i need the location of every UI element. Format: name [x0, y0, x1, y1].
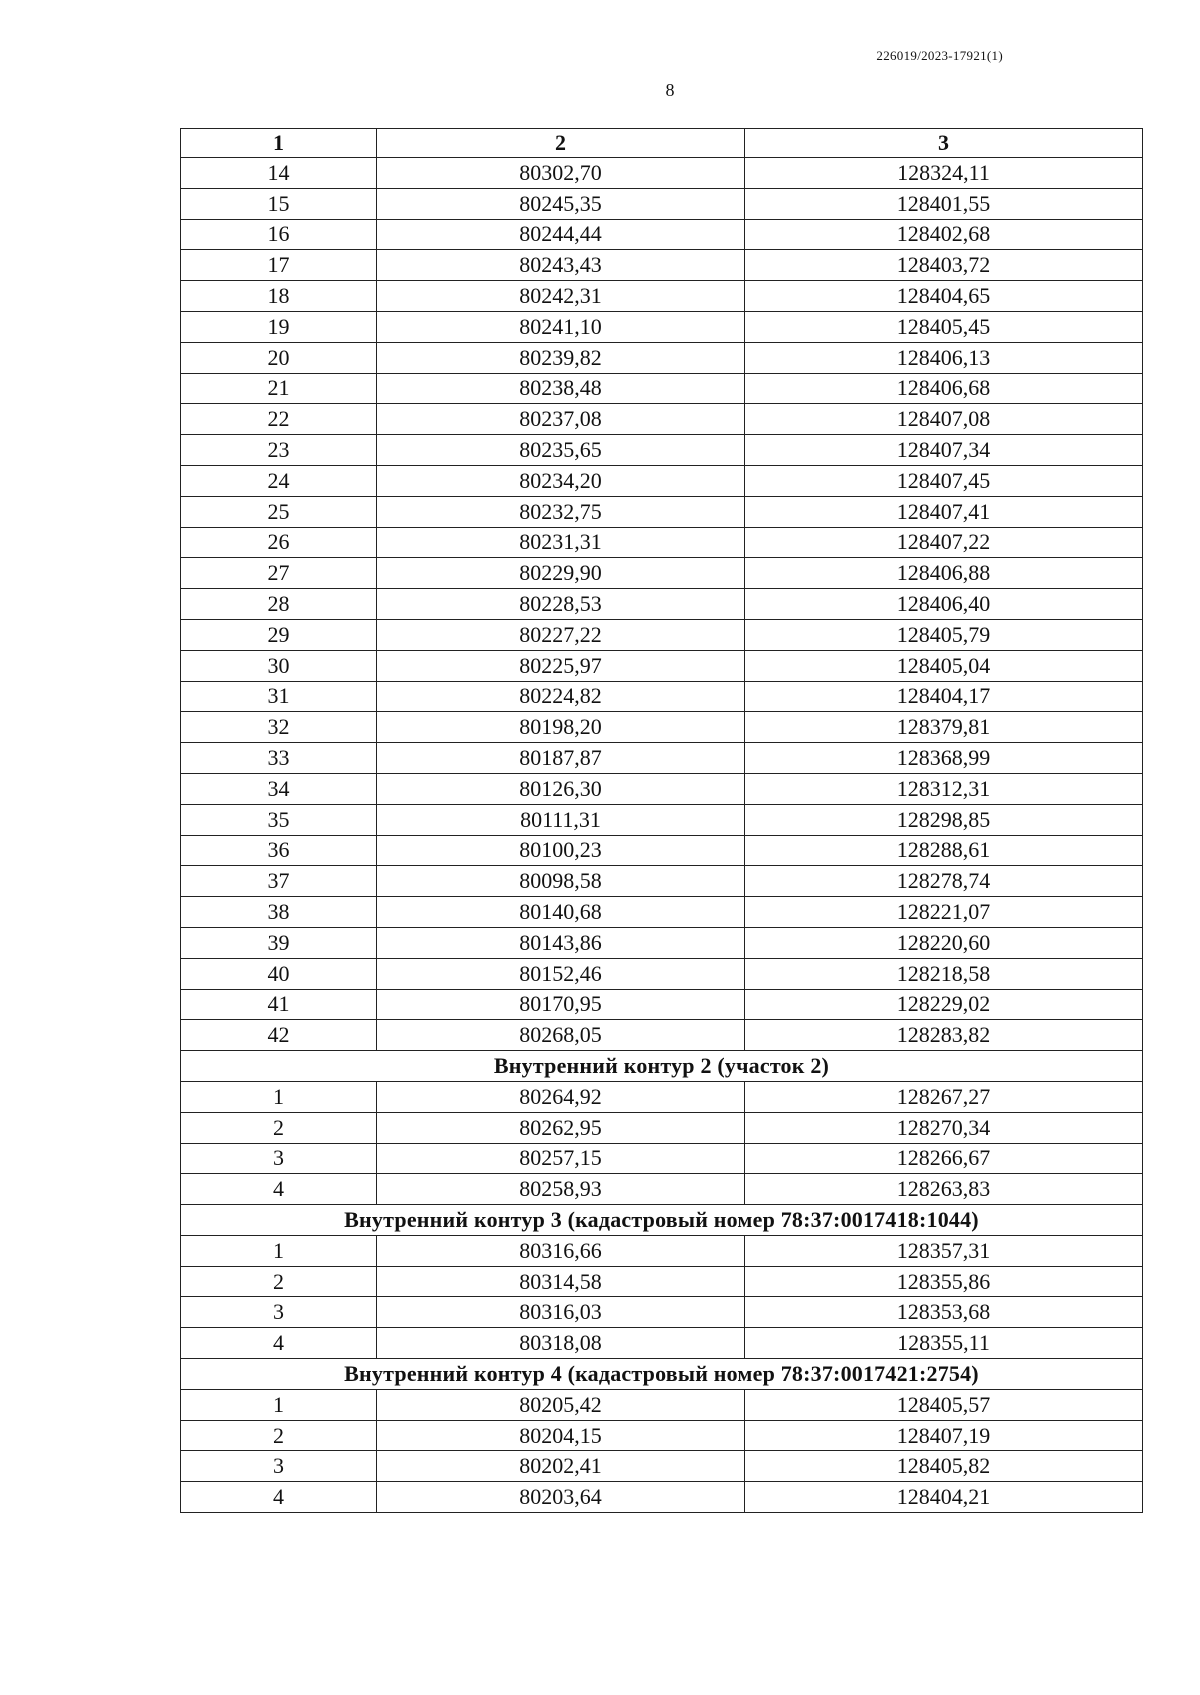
table-row [181, 1420, 1143, 1451]
document-id: 226019/2023-17921(1) [876, 48, 1003, 63]
table-row [181, 743, 1143, 774]
y-coordinate-cell: 128312,31 [745, 773, 1143, 804]
table-row [181, 219, 1143, 250]
column-header: 2 [377, 129, 745, 158]
y-coordinate-cell: 128406,88 [745, 558, 1143, 589]
table-row [181, 619, 1143, 650]
table-row [181, 1235, 1143, 1266]
y-coordinate-cell: 128406,68 [745, 373, 1143, 404]
section-title: Внутренний контур 2 (участок 2) [181, 1051, 1143, 1082]
table-row [181, 1482, 1143, 1513]
x-coordinate-cell: 80152,46 [377, 958, 745, 989]
point-number-cell: 14 [181, 158, 377, 189]
table-row [181, 773, 1143, 804]
y-coordinate-cell: 128404,17 [745, 681, 1143, 712]
point-number-cell: 39 [181, 927, 377, 958]
table-row [181, 804, 1143, 835]
y-coordinate-cell: 128404,21 [745, 1482, 1143, 1513]
table-row [181, 1020, 1143, 1051]
point-number-cell: 2 [181, 1420, 377, 1451]
y-coordinate-cell: 128405,04 [745, 650, 1143, 681]
point-number-cell: 4 [181, 1482, 377, 1513]
point-number-cell: 41 [181, 989, 377, 1020]
x-coordinate-cell: 80245,35 [377, 188, 745, 219]
section-header-row [181, 1205, 1143, 1236]
table-row [181, 311, 1143, 342]
point-number-cell: 4 [181, 1328, 377, 1359]
table-row [181, 650, 1143, 681]
y-coordinate-cell: 128368,99 [745, 743, 1143, 774]
y-coordinate-cell: 128353,68 [745, 1297, 1143, 1328]
table-row [181, 866, 1143, 897]
x-coordinate-cell: 80262,95 [377, 1112, 745, 1143]
column-header: 3 [745, 129, 1143, 158]
x-coordinate-cell: 80198,20 [377, 712, 745, 743]
y-coordinate-cell: 128324,11 [745, 158, 1143, 189]
point-number-cell: 17 [181, 250, 377, 281]
x-coordinate-cell: 80229,90 [377, 558, 745, 589]
point-number-cell: 15 [181, 188, 377, 219]
point-number-cell: 29 [181, 619, 377, 650]
x-coordinate-cell: 80170,95 [377, 989, 745, 1020]
y-coordinate-cell: 128407,19 [745, 1420, 1143, 1451]
y-coordinate-cell: 128401,55 [745, 188, 1143, 219]
table-row [181, 281, 1143, 312]
x-coordinate-cell: 80318,08 [377, 1328, 745, 1359]
table-row [181, 250, 1143, 281]
x-coordinate-cell: 80243,43 [377, 250, 745, 281]
x-coordinate-cell: 80241,10 [377, 311, 745, 342]
point-number-cell: 31 [181, 681, 377, 712]
table-row [181, 435, 1143, 466]
point-number-cell: 4 [181, 1174, 377, 1205]
y-coordinate-cell: 128407,41 [745, 496, 1143, 527]
table-row [181, 188, 1143, 219]
x-coordinate-cell: 80316,03 [377, 1297, 745, 1328]
y-coordinate-cell: 128298,85 [745, 804, 1143, 835]
y-coordinate-cell: 128220,60 [745, 927, 1143, 958]
point-number-cell: 3 [181, 1297, 377, 1328]
table-row [181, 558, 1143, 589]
table-row [181, 1297, 1143, 1328]
y-coordinate-cell: 128405,82 [745, 1451, 1143, 1482]
x-coordinate-cell: 80231,31 [377, 527, 745, 558]
x-coordinate-cell: 80302,70 [377, 158, 745, 189]
point-number-cell: 42 [181, 1020, 377, 1051]
x-coordinate-cell: 80098,58 [377, 866, 745, 897]
y-coordinate-cell: 128402,68 [745, 219, 1143, 250]
y-coordinate-cell: 128406,40 [745, 589, 1143, 620]
x-coordinate-cell: 80111,31 [377, 804, 745, 835]
table-row [181, 373, 1143, 404]
point-number-cell: 21 [181, 373, 377, 404]
x-coordinate-cell: 80239,82 [377, 342, 745, 373]
table-header-row [181, 129, 1143, 158]
x-coordinate-cell: 80225,97 [377, 650, 745, 681]
point-number-cell: 37 [181, 866, 377, 897]
x-coordinate-cell: 80268,05 [377, 1020, 745, 1051]
point-number-cell: 1 [181, 1235, 377, 1266]
point-number-cell: 40 [181, 958, 377, 989]
point-number-cell: 34 [181, 773, 377, 804]
point-number-cell: 22 [181, 404, 377, 435]
point-number-cell: 3 [181, 1451, 377, 1482]
y-coordinate-cell: 128263,83 [745, 1174, 1143, 1205]
y-coordinate-cell: 128278,74 [745, 866, 1143, 897]
y-coordinate-cell: 128406,13 [745, 342, 1143, 373]
x-coordinate-cell: 80244,44 [377, 219, 745, 250]
point-number-cell: 1 [181, 1081, 377, 1112]
y-coordinate-cell: 128405,45 [745, 311, 1143, 342]
x-coordinate-cell: 80264,92 [377, 1081, 745, 1112]
point-number-cell: 23 [181, 435, 377, 466]
x-coordinate-cell: 80224,82 [377, 681, 745, 712]
point-number-cell: 35 [181, 804, 377, 835]
table-row [181, 989, 1143, 1020]
x-coordinate-cell: 80232,75 [377, 496, 745, 527]
table-row [181, 958, 1143, 989]
table-row [181, 927, 1143, 958]
x-coordinate-cell: 80204,15 [377, 1420, 745, 1451]
page-number: 8 [665, 80, 675, 100]
point-number-cell: 20 [181, 342, 377, 373]
y-coordinate-cell: 128407,45 [745, 465, 1143, 496]
y-coordinate-cell: 128404,65 [745, 281, 1143, 312]
point-number-cell: 32 [181, 712, 377, 743]
table-row [181, 1143, 1143, 1174]
coordinates-table [180, 128, 1143, 1513]
x-coordinate-cell: 80143,86 [377, 927, 745, 958]
y-coordinate-cell: 128229,02 [745, 989, 1143, 1020]
table-row [181, 835, 1143, 866]
table-row [181, 589, 1143, 620]
point-number-cell: 38 [181, 897, 377, 928]
table-row [181, 158, 1143, 189]
table-row [181, 897, 1143, 928]
y-coordinate-cell: 128379,81 [745, 712, 1143, 743]
point-number-cell: 24 [181, 465, 377, 496]
y-coordinate-cell: 128357,31 [745, 1235, 1143, 1266]
point-number-cell: 26 [181, 527, 377, 558]
table-row [181, 1081, 1143, 1112]
y-coordinate-cell: 128266,67 [745, 1143, 1143, 1174]
point-number-cell: 3 [181, 1143, 377, 1174]
x-coordinate-cell: 80242,31 [377, 281, 745, 312]
y-coordinate-cell: 128221,07 [745, 897, 1143, 928]
x-coordinate-cell: 80235,65 [377, 435, 745, 466]
y-coordinate-cell: 128403,72 [745, 250, 1143, 281]
table-row [181, 404, 1143, 435]
y-coordinate-cell: 128407,08 [745, 404, 1143, 435]
x-coordinate-cell: 80257,15 [377, 1143, 745, 1174]
y-coordinate-cell: 128405,57 [745, 1389, 1143, 1420]
table-row [181, 496, 1143, 527]
table-row [181, 1451, 1143, 1482]
section-header-row [181, 1359, 1143, 1390]
table-row [181, 712, 1143, 743]
y-coordinate-cell: 128407,34 [745, 435, 1143, 466]
y-coordinate-cell: 128283,82 [745, 1020, 1143, 1051]
y-coordinate-cell: 128288,61 [745, 835, 1143, 866]
point-number-cell: 25 [181, 496, 377, 527]
y-coordinate-cell: 128355,11 [745, 1328, 1143, 1359]
table-row [181, 1328, 1143, 1359]
point-number-cell: 36 [181, 835, 377, 866]
x-coordinate-cell: 80237,08 [377, 404, 745, 435]
table-row [181, 1112, 1143, 1143]
y-coordinate-cell: 128267,27 [745, 1081, 1143, 1112]
table-row [181, 342, 1143, 373]
table-body [181, 158, 1143, 1513]
x-coordinate-cell: 80203,64 [377, 1482, 745, 1513]
section-header-row [181, 1051, 1143, 1082]
x-coordinate-cell: 80227,22 [377, 619, 745, 650]
table-row [181, 1389, 1143, 1420]
x-coordinate-cell: 80314,58 [377, 1266, 745, 1297]
x-coordinate-cell: 80100,23 [377, 835, 745, 866]
table-row [181, 465, 1143, 496]
x-coordinate-cell: 80234,20 [377, 465, 745, 496]
x-coordinate-cell: 80258,93 [377, 1174, 745, 1205]
x-coordinate-cell: 80205,42 [377, 1389, 745, 1420]
section-title: Внутренний контур 3 (кадастровый номер 78:37:0017418:1044) [181, 1205, 1143, 1236]
point-number-cell: 28 [181, 589, 377, 620]
table-row [181, 1174, 1143, 1205]
column-header: 1 [181, 129, 377, 158]
point-number-cell: 30 [181, 650, 377, 681]
x-coordinate-cell: 80140,68 [377, 897, 745, 928]
point-number-cell: 27 [181, 558, 377, 589]
y-coordinate-cell: 128218,58 [745, 958, 1143, 989]
y-coordinate-cell: 128405,79 [745, 619, 1143, 650]
x-coordinate-cell: 80126,30 [377, 773, 745, 804]
y-coordinate-cell: 128355,86 [745, 1266, 1143, 1297]
x-coordinate-cell: 80187,87 [377, 743, 745, 774]
x-coordinate-cell: 80316,66 [377, 1235, 745, 1266]
point-number-cell: 33 [181, 743, 377, 774]
point-number-cell: 1 [181, 1389, 377, 1420]
point-number-cell: 2 [181, 1266, 377, 1297]
x-coordinate-cell: 80228,53 [377, 589, 745, 620]
y-coordinate-cell: 128407,22 [745, 527, 1143, 558]
point-number-cell: 16 [181, 219, 377, 250]
point-number-cell: 2 [181, 1112, 377, 1143]
section-title: Внутренний контур 4 (кадастровый номер 78:37:0017421:2754) [181, 1359, 1143, 1390]
x-coordinate-cell: 80202,41 [377, 1451, 745, 1482]
table-row [181, 527, 1143, 558]
point-number-cell: 18 [181, 281, 377, 312]
y-coordinate-cell: 128270,34 [745, 1112, 1143, 1143]
x-coordinate-cell: 80238,48 [377, 373, 745, 404]
table-row [181, 1266, 1143, 1297]
table-row [181, 681, 1143, 712]
point-number-cell: 19 [181, 311, 377, 342]
